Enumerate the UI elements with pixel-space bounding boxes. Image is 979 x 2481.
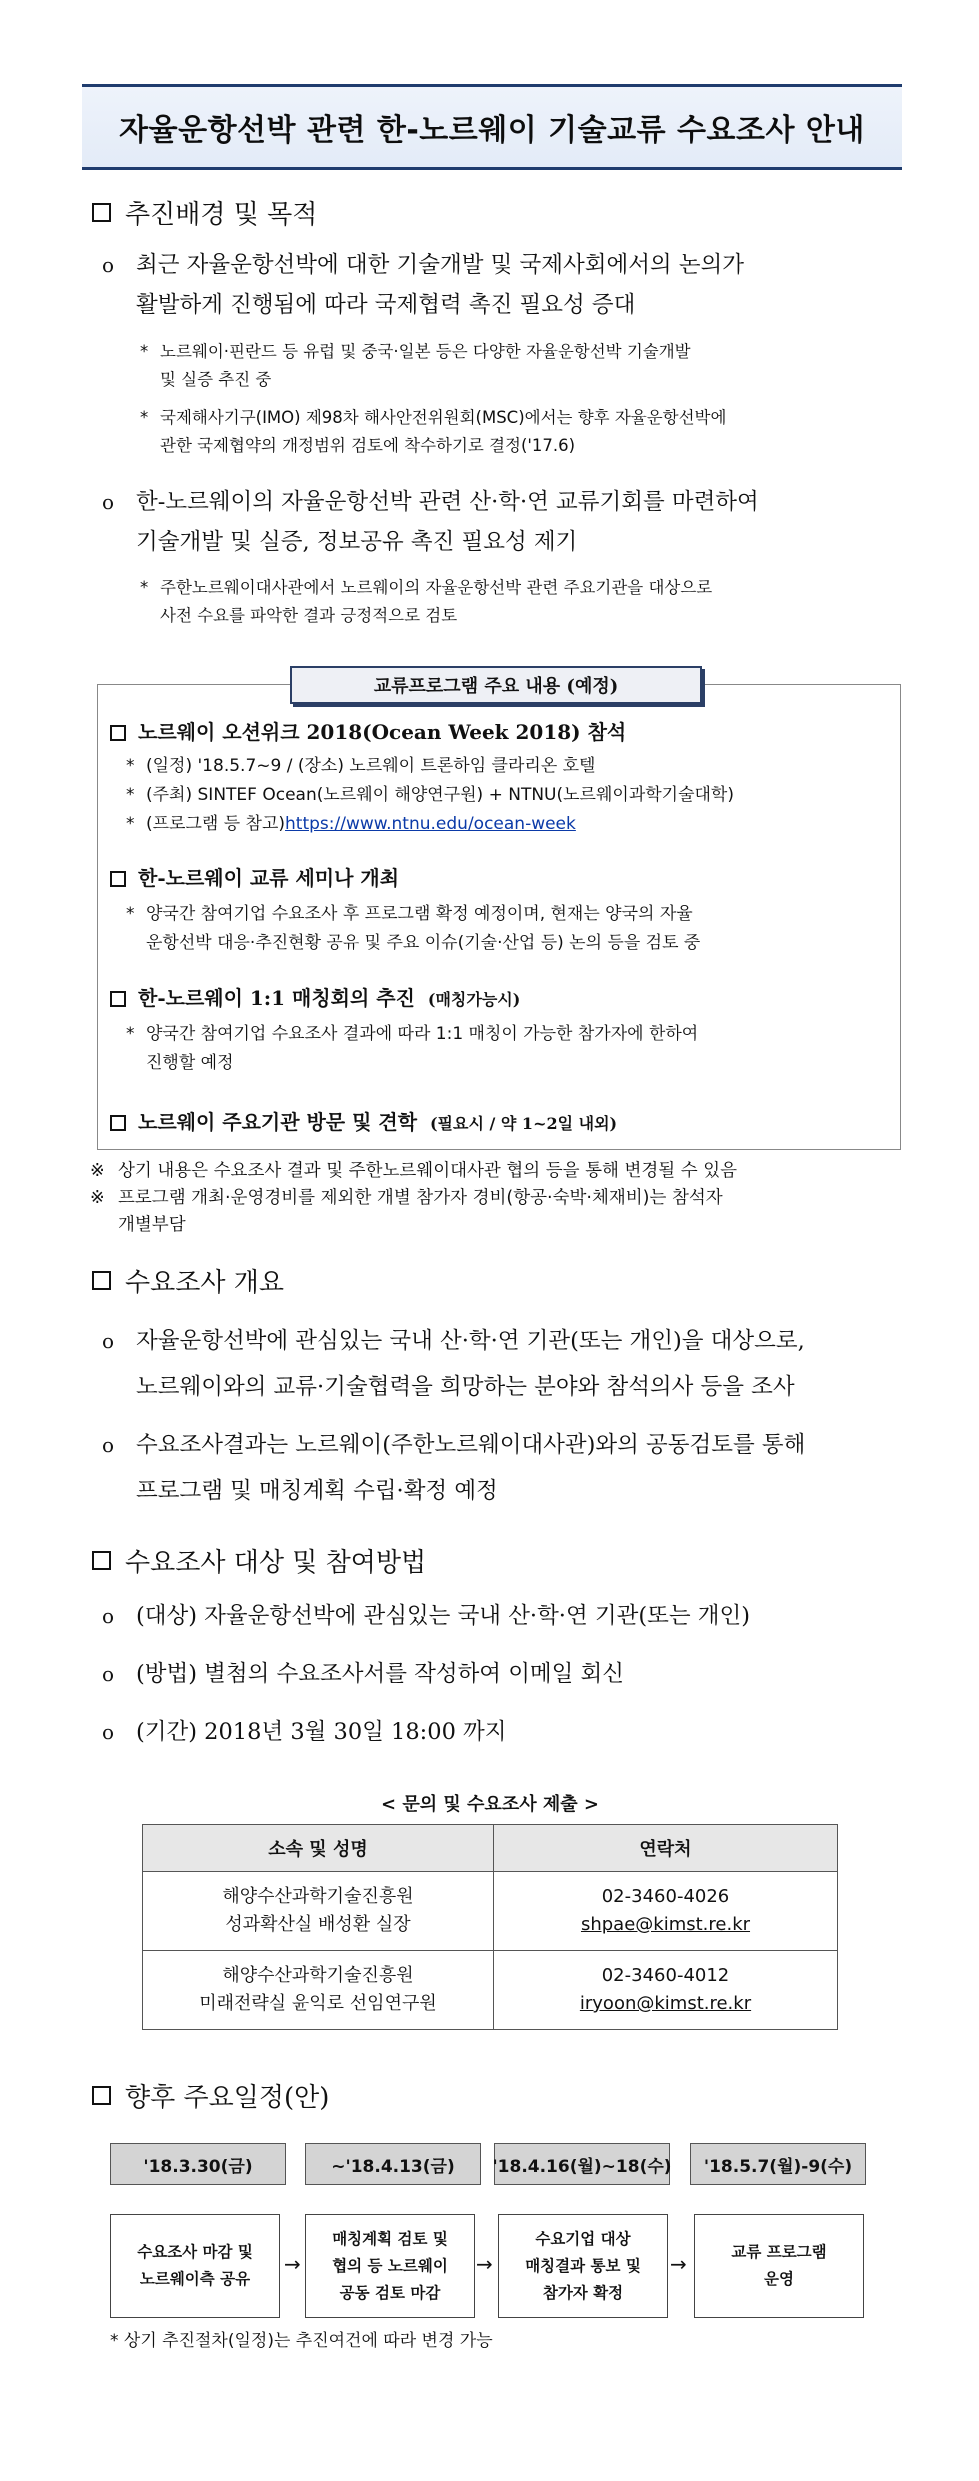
contact-caption: < 문의 및 수요조사 제출 > xyxy=(381,1794,599,1815)
section1-item1: ο 최근 자율운항선박에 대한 기술개발 및 국제사회에서의 논의가 활발하게 진행됨에 따라 국제협력 촉진 필요성 증대 xyxy=(102,245,898,325)
circle-bullet-icon: ο xyxy=(102,1329,115,1353)
asterisk-bullet-icon: * xyxy=(126,1024,135,1044)
schedule-footnote: * 상기 추진절차(일정)는 추진여건에 따라 변경 가능 xyxy=(110,2331,493,2351)
schedule-date-2: ~'18.4.13(금) xyxy=(305,2143,481,2185)
email-link[interactable]: shpae@kimst.re.kr xyxy=(580,1914,751,1935)
program-ocean-week-heading: 노르웨이 오션위크 2018(Ocean Week 2018) 참석 xyxy=(110,716,626,745)
section3-item-1: ο (대상) 자율운항선박에 관심있는 국내 산·학·연 기관(또는 개인) xyxy=(102,1596,898,1636)
section1-note2: * 국제해사기구(IMO) 제98차 해사안전위원회(MSC)에서는 향후 자율운항선박에 관한 국제협약의 개정범위 검토에 착수하기로 결정('17.6) xyxy=(140,404,900,460)
table-row: 해양수산과학기술진흥원 성과확산실 배성환 실장 02-3460-4026 shpae@kimst.re.kr xyxy=(143,1872,838,1951)
schedule-step-4: 교류 프로그램 운영 xyxy=(694,2214,864,2318)
section1-note3: * 주한노르웨이대사관에서 노르웨이의 자율운항선박 관련 주요기관을 대상으로 사전 수요를 파악한 결과 긍정적으로 검토 xyxy=(140,574,900,630)
square-bullet-icon xyxy=(92,1551,111,1570)
section3-item-2: ο (방법) 별첨의 수요조사서를 작성하여 이메일 회신 xyxy=(102,1654,898,1694)
asterisk-bullet-icon: * xyxy=(126,814,135,834)
asterisk-bullet-icon: * xyxy=(110,2331,124,2351)
asterisk-bullet-icon: * xyxy=(140,408,149,427)
section1-note1: * 노르웨이·핀란드 등 유럽 및 중국·일본 등은 다양한 자율운항선박 기술개발 및 실증 추진 중 xyxy=(140,338,900,394)
asterisk-bullet-icon: * xyxy=(126,904,135,924)
section4-heading: 향후 주요일정(안) xyxy=(92,2077,329,2114)
section-heading-text: 추진배경 및 목적 xyxy=(125,200,318,230)
square-bullet-icon xyxy=(110,991,126,1007)
schedule-date-1: '18.3.30(금) xyxy=(110,2143,286,2185)
circle-bullet-icon: ο xyxy=(102,1720,115,1744)
section2-item2: ο 수요조사결과는 노르웨이(주한노르웨이대사관)와의 공동검토를 통해 프로그램 및 매칭계획 수립·확정 예정 xyxy=(102,1422,898,1514)
arrow-right-icon: → xyxy=(284,2252,301,2276)
program-seminar-details: * 양국간 참여기업 수요조사 후 프로그램 확정 예정이며, 현재는 양국의 자율 운항선박 대응·추진현황 공유 및 주요 이슈(기술·산업 등) 논의 등을 검토 중 xyxy=(126,900,896,958)
asterisk-bullet-icon: * xyxy=(140,342,149,361)
schedule-date-3: '18.4.16(월)~18(수) xyxy=(494,2143,670,2185)
contact-header-phone: 연락처 xyxy=(494,1825,838,1872)
program-label: 교류프로그램 주요 내용 (예정) xyxy=(290,666,702,704)
circle-bullet-icon: ο xyxy=(102,1433,115,1457)
square-bullet-icon xyxy=(92,1271,111,1290)
schedule-step-3: 수요기업 대상 매칭결과 통보 및 참가자 확정 xyxy=(498,2214,668,2318)
program-visit-heading: 노르웨이 주요기관 방문 및 견학 (필요시 / 약 1~2일 내외) xyxy=(110,1106,617,1135)
program-seminar-heading: 한-노르웨이 교류 세미나 개최 xyxy=(110,862,399,891)
program-ocean-week-details: * (일정) '18.5.7~9 / (장소) 노르웨이 트론하임 클라리온 호텔 * (주최) SINTEF Ocean(노르웨이 해양연구원) + NTNU(노르웨이과학기술대학) * (프로그램 등 참고) https://www.ntnu.edu/ocean-week xyxy=(126,752,896,839)
square-bullet-icon xyxy=(110,871,126,887)
asterisk-bullet-icon: * xyxy=(140,578,149,597)
section3-item-3: ο (기간) 2018년 3월 30일 18:00 까지 xyxy=(102,1712,898,1752)
circle-bullet-icon: ο xyxy=(102,1662,115,1686)
reference-mark-icon: ※ xyxy=(90,1188,105,1208)
program-matching-details: * 양국간 참여기업 수요조사 결과에 따라 1:1 매칭이 가능한 참가자에 한하여 진행할 예정 xyxy=(126,1020,896,1078)
arrow-right-icon: → xyxy=(476,2252,493,2276)
square-bullet-icon xyxy=(92,2086,111,2105)
section2-item1: ο 자율운항선박에 관심있는 국내 산·학·연 기관(또는 개인)을 대상으로, 노르웨이와의 교류·기술협력을 희망하는 분야와 참석의사 등을 조사 xyxy=(102,1318,898,1410)
schedule-date-4: '18.5.7(월)-9(수) xyxy=(690,2143,866,2185)
section3-heading: 수요조사 대상 및 참여방법 xyxy=(92,1542,426,1579)
program-notes: ※ 상기 내용은 수요조사 결과 및 주한노르웨이대사관 협의 등을 통해 변경될 수 있음 ※ 프로그램 개최·운영경비를 제외한 개별 참가자 경비(항공·숙박·체재비)는 참석자 개별부담 xyxy=(90,1158,902,1239)
contact-table xyxy=(142,1824,838,2030)
page-title: 자율운항선박 관련 한-노르웨이 기술교류 수요조사 안내 xyxy=(119,113,865,148)
reference-mark-icon: ※ xyxy=(90,1161,105,1181)
circle-bullet-icon: ο xyxy=(102,490,115,514)
asterisk-bullet-icon: * xyxy=(126,756,135,776)
program-matching-heading: 한-노르웨이 1:1 매칭회의 추진 (매칭가능시) xyxy=(110,982,520,1011)
schedule-step-1: 수요조사 마감 및 노르웨이측 공유 xyxy=(110,2214,280,2318)
schedule-step-2: 매칭계획 검토 및 협의 등 노르웨이 공동 검토 마감 xyxy=(305,2214,475,2318)
circle-bullet-icon: ο xyxy=(102,253,115,277)
arrow-right-icon: → xyxy=(670,2252,687,2276)
section1-item2: ο 한-노르웨이의 자율운항선박 관련 산·학·연 교류기회를 마련하여 기술개발 및 실증, 정보공유 촉진 필요성 제기 xyxy=(102,482,898,562)
title-bar xyxy=(82,84,902,170)
square-bullet-icon xyxy=(110,1115,126,1131)
ocean-week-link[interactable]: https://www.ntnu.edu/ocean-week xyxy=(285,814,576,834)
square-bullet-icon xyxy=(92,203,111,222)
asterisk-bullet-icon: * xyxy=(126,785,135,805)
square-bullet-icon xyxy=(110,725,126,741)
contact-header-name: 소속 및 성명 xyxy=(143,1825,494,1872)
section-heading-background xyxy=(92,194,317,231)
section2-heading: 수요조사 개요 xyxy=(92,1262,284,1299)
circle-bullet-icon: ο xyxy=(102,1604,115,1628)
email-link[interactable]: iryoon@kimst.re.kr xyxy=(579,1993,752,2014)
table-row: 해양수산과학기술진흥원 미래전략실 윤익로 선임연구원 02-3460-4012 iryoon@kimst.re.kr xyxy=(143,1951,838,2030)
